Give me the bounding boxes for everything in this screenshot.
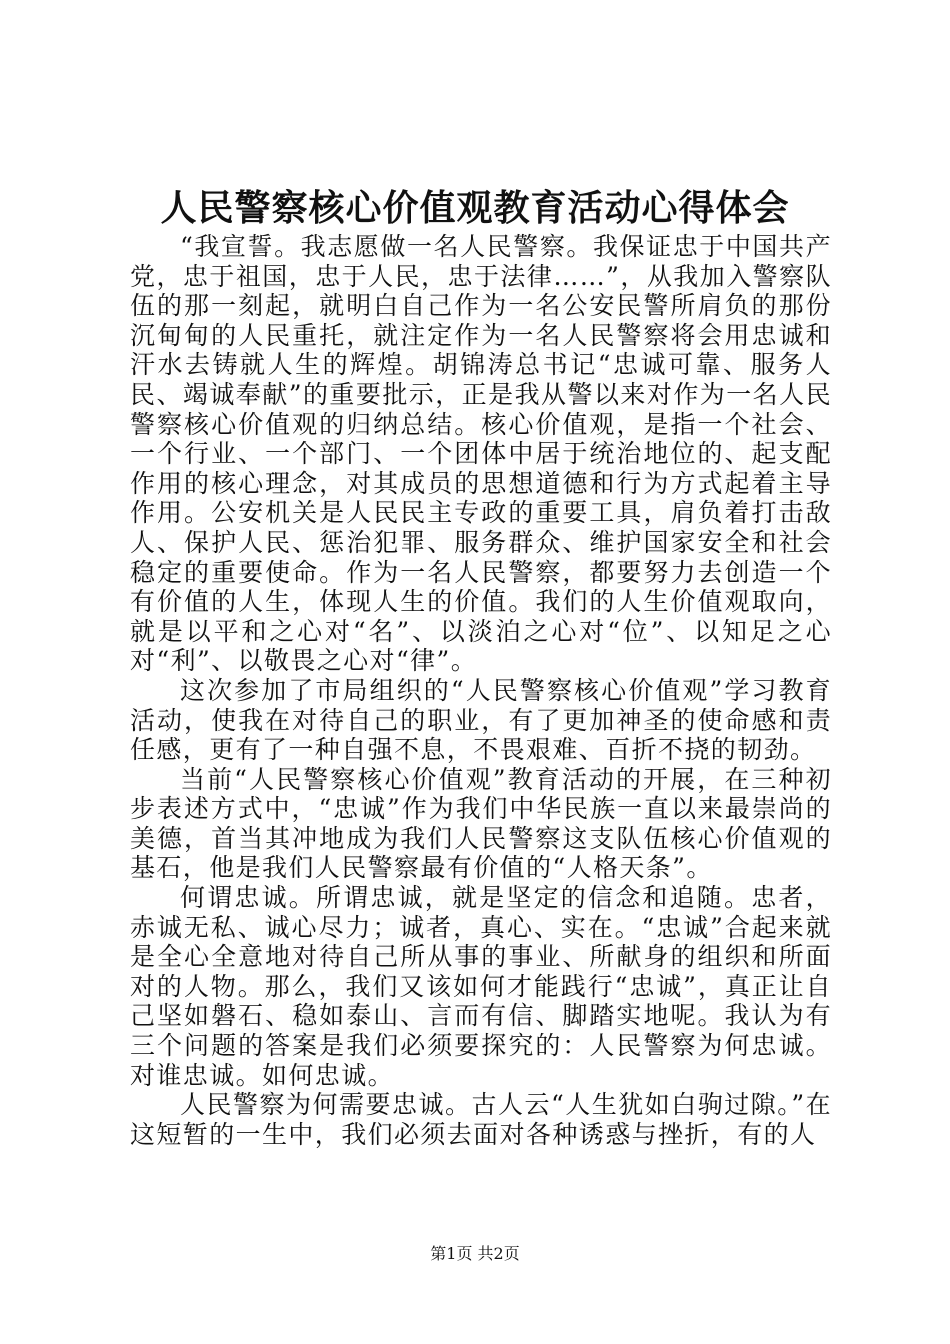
document-title: 人民警察核心价值观教育活动心得体会 — [160, 187, 790, 229]
paragraph-4: 何谓忠诚。所谓忠诚，就是坚定的信念和追随。忠者，赤诚无私、诚心尽力；诚者，真心、实在。“忠诚”合起来就是全心全意地对待自己所从事的事业、所献身的组织和所面对的人物。那么，我们又该如何才能践行“忠诚”，真正让自己坚如磐石、稳如泰山、言而有信、脚踏实地呢。我认为有三个问题的答案是我们必须要探究的：人民警察为何忠诚。对谁忠诚。如何忠诚。 — [130, 883, 832, 1090]
page-footer: 第1页 共2页 — [430, 1244, 520, 1263]
paragraph-5: 人民警察为何需要忠诚。古人云“人生犹如白驹过隙。”在这短暂的一生中，我们必须去面对各种诱惑与挫折，有的人 — [130, 1090, 832, 1149]
paragraph-2: 这次参加了市局组织的“人民警察核心价值观”学习教育活动，使我在对待自己的职业，有了更加神圣的使命感和责任感，更有了一种自强不息，不畏艰难、百折不挠的韧劲。 — [130, 675, 832, 765]
paragraph-3: 当前“人民警察核心价值观”教育活动的开展，在三种初步表述方式中，“忠诚”作为我们中华民族一直以来最崇尚的美德，首当其冲地成为我们人民警察这支队伍核心价值观的基石，他是我们人民警察最有价值的“人格天条”。 — [130, 764, 832, 883]
document-body — [130, 232, 832, 1149]
paragraph-1: “我宣誓。我志愿做一名人民警察。我保证忠于中国共产党，忠于祖国，忠于人民，忠于法律……”，从我加入警察队伍的那一刻起，就明白自己作为一名公安民警所肩负的那份沉甸甸的人民重托，就注定作为一名人民警察将会用忠诚和汗水去铸就人生的辉煌。胡锦涛总书记“忠诚可靠、服务人民、竭诚奉献”的重要批示，正是我从警以来对作为一名人民警察核心价值观的归纳总结。核心价值观，是指一个社会、一个行业、一个部门、一个团体中居于统治地位的、起支配作用的核心理念，对其成员的思想道德和行为方式起着主导作用。公安机关是人民民主专政的重要工具，肩负着打击敌人、保护人民、惩治犯罪、服务群众、维护国家安全和社会稳定的重要使命。作为一名人民警察，都要努力去创造一个有价值的人生，体现人生的价值。我们的人生价值观取向，就是以平和之心对“名”、以淡泊之心对“位”、以知足之心对“利”、以敬畏之心对“律”。 — [130, 232, 832, 676]
